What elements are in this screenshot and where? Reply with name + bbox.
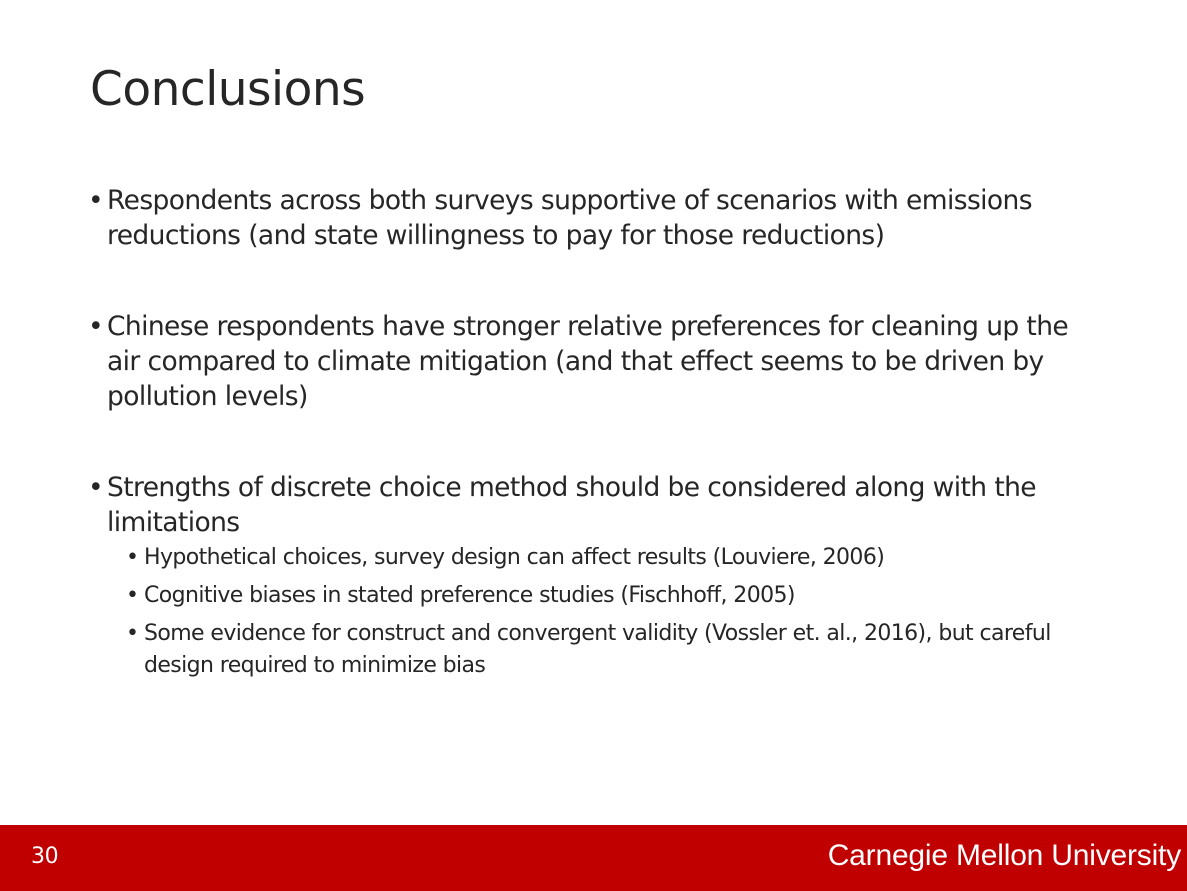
sub-bullet-text: Hypothetical choices, survey design can affect results (Louviere, 2006) <box>144 545 885 570</box>
bullet-list <box>88 183 1088 688</box>
footer-bar <box>0 825 1187 891</box>
sub-bullet-item <box>126 580 1074 612</box>
sub-bullet-item <box>126 618 1074 682</box>
sub-bullet-item <box>126 542 1074 574</box>
bullet-text: Respondents across both surveys supportive of scenarios with emissions reductions (and state willingness to pay for those reductions) <box>107 185 1032 251</box>
bullet-text: Strengths of discrete choice method should be considered along with the limitations <box>107 472 1037 538</box>
page-number: 30 <box>31 844 59 869</box>
bullet-item <box>88 470 1088 682</box>
bullet-item <box>88 183 1088 253</box>
bullet-item <box>88 309 1088 414</box>
slide-title: Conclusions <box>90 62 366 117</box>
sub-bullet-list <box>126 542 1088 682</box>
bullet-text: Chinese respondents have stronger relative preferences for cleaning up the air compared to climate mitigation (and that effect seems to be driven by pollution levels) <box>107 311 1069 412</box>
university-wordmark: Carnegie Mellon University <box>827 839 1181 872</box>
sub-bullet-text: Some evidence for construct and convergent validity (Vossler et. al., 2016), but careful design required to minimize bias <box>144 621 1051 678</box>
sub-bullet-text: Cognitive biases in stated preference studies (Fischhoff, 2005) <box>144 583 795 608</box>
